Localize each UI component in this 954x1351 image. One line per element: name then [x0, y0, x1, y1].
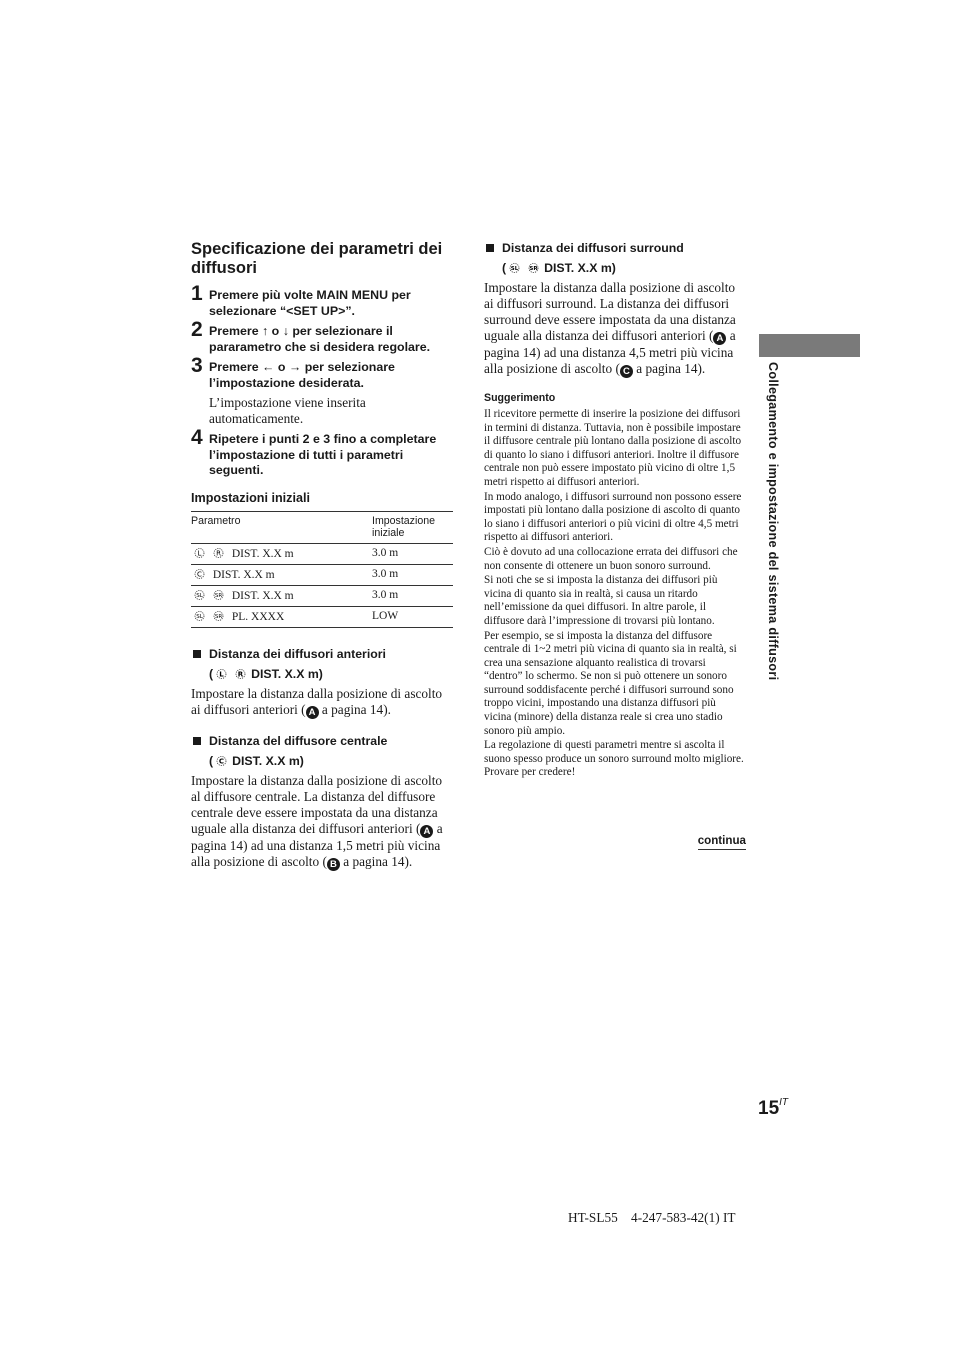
speaker-center-icon: [191, 568, 208, 580]
param-label: PL. XXXX: [231, 610, 285, 623]
chapter-tab: [759, 334, 860, 357]
svg-text:R: R: [237, 670, 244, 678]
heading-line: ( SL SR DIST. X.X m): [502, 261, 616, 275]
surround-distance-text: [484, 280, 746, 378]
text-run: a pagina 14) ad una distanza 4,5 metri più vicina alla posizione di ascolto (: [484, 328, 736, 376]
svg-text:L: L: [219, 670, 224, 678]
svg-text:SR: SR: [529, 266, 538, 273]
text-run: Impostare la distanza dalla posizione di ascolto ai diffusori surround. La distanza dei diffusori surround deve essere impostata da una distanza uguale alla distanza dei diffusori anteriori (: [484, 280, 736, 343]
tip-paragraph: Il ricevitore permette di inserire la posizione dei diffusori in termini di distanza. Tuttavia, non è possibile impostare il diffusore centrale più lontano dalla posizione di ascolto di quanto lo siano i diffusori anteriori. Inoltre il diffusore centrale non può essere impostato più vicino di oltre 1,5 metri rispetto ai diffusori anteriori.: [484, 408, 742, 488]
value-cell: 3.0 m: [372, 543, 453, 564]
step-text: Ripetere i punti 2 e 3 fino a completare l’impostazione di tutti i parametri seguenti.: [209, 432, 437, 477]
step-1: [191, 282, 453, 319]
step-4: [191, 426, 453, 479]
svg-text:R: R: [216, 549, 221, 557]
center-distance-heading: [191, 731, 453, 771]
svg-text:C: C: [197, 570, 202, 578]
table-row: [191, 606, 453, 627]
step-number: 2: [191, 318, 203, 341]
right-column: [484, 240, 746, 847]
param-label: DIST. X.X m: [212, 568, 275, 581]
surround-distance-heading: [484, 238, 746, 278]
tip-paragraph: Per esempio, se si imposta la distanza del diffusore centrale di 1~2 metri più vicina di quanto sia in realtà, si crea una sensazione alquanto realistica di trovarsi “dentro” lo schermo. Se non si può ottenere un sonoro surround soddisfacente perché i diffusori surround sono troppo vicini, impostando una distanza diffusori più vicina (minore) della distanza reale si crea uno stadio sonoro più ampio.: [484, 629, 737, 737]
value-cell: 3.0 m: [372, 564, 453, 585]
step-number: 3: [191, 354, 203, 377]
speaker-surround-left-icon: [506, 262, 523, 274]
column-header-param: Parametro: [191, 511, 372, 543]
param-label: DIST. X.X m: [231, 547, 294, 560]
chapter-side-label: Collegamento e impostazione del sistema diffusori: [766, 362, 780, 681]
svg-text:L: L: [197, 549, 202, 557]
speaker-front-right-icon: [210, 547, 227, 559]
tip-paragraph: Si noti che se si imposta la distanza dei diffusori più vicina di quanto sia in realtà, si causa un ritardo nell’emissione da quei diffusori. In altre parole, il diffusore darà l’impressione di trovarsi più lontano.: [484, 574, 718, 627]
param-label: DIST. X.X m: [231, 589, 294, 602]
speaker-front-right-icon: [232, 668, 249, 680]
footer-model-code: HT-SL55 4-247-583-42(1) IT: [568, 1210, 736, 1225]
step-number: 4: [191, 426, 203, 449]
heading-param: DIST. X.X m): [232, 753, 304, 768]
page-number-suffix: IT: [779, 1097, 789, 1108]
text-run: a pagina 14).: [339, 853, 413, 869]
center-distance-text: [191, 773, 453, 871]
speaker-surround-right-icon: [210, 610, 227, 622]
tip-paragraph: Ciò è dovuto ad una collocazione errata dei diffusori che non consente di ottenere un buon sonoro surround.: [484, 545, 738, 572]
bullet-square-icon: [193, 650, 201, 658]
front-distance-text: [191, 686, 453, 719]
ref-c-icon: C: [620, 365, 633, 378]
heading-param: DIST. X.X m): [544, 261, 616, 275]
speaker-front-left-icon: [213, 668, 230, 680]
heading-line: Distanza dei diffusori surround: [502, 241, 684, 255]
svg-text:SL: SL: [510, 266, 519, 273]
svg-text:C: C: [219, 757, 225, 765]
tip-paragraph: In modo analogo, i diffusori surround non possono essere impostati più lontano dalla posizione di ascolto di quanto lo siano i diffusori anteriori o più vicini di oltre 4,5 metri rispetto ai diffusori anteriori.: [484, 490, 742, 544]
speaker-surround-right-icon: [525, 262, 542, 274]
step-text: Premere ↑ o ↓ per selezionare il pararametro che si desidera regolare.: [209, 324, 431, 354]
step-2: [191, 318, 453, 355]
tip-paragraph: La regolazione di questi parametri mentre si ascolta il suono spesso produce un sonoro surround molto migliore. Provare per credere!: [484, 739, 744, 779]
heading-line: Distanza del diffusore centrale: [209, 733, 388, 748]
text-run: a pagina 14).: [632, 361, 706, 376]
heading-param: DIST. X.X m): [251, 666, 323, 681]
svg-text:SL: SL: [196, 613, 203, 620]
step-text: Premere più volte MAIN MENU per selezionare “<SET UP>”.: [209, 288, 411, 318]
step-3: [191, 354, 453, 427]
table-header-row: [191, 511, 453, 543]
ref-a-icon: A: [713, 332, 726, 345]
param-cell: [191, 606, 372, 627]
ref-b-icon: B: [327, 858, 340, 871]
param-cell: [191, 585, 372, 606]
value-cell: 3.0 m: [372, 585, 453, 606]
svg-text:SL: SL: [196, 592, 203, 599]
tip-title: Suggerimento: [484, 392, 556, 404]
param-cell: [191, 564, 372, 585]
heading-line: ( C DIST. X.X m): [209, 753, 304, 768]
speaker-surround-left-icon: [191, 610, 208, 622]
table-row: [191, 564, 453, 585]
heading-line: ( L R DIST. X.X m): [209, 666, 323, 681]
step-text: Premere ← o → per selezionare l’impostazione desiderata.: [209, 360, 395, 390]
page-number: [758, 1097, 788, 1120]
initial-settings-heading: Impostazioni iniziali: [191, 490, 310, 505]
ref-a-icon: A: [420, 825, 433, 838]
initial-settings-table: [191, 511, 453, 628]
step-number: 1: [191, 282, 203, 305]
svg-text:SR: SR: [214, 613, 223, 620]
front-distance-heading: [191, 644, 453, 684]
table-row: [191, 543, 453, 564]
continue-label: continua: [698, 834, 746, 850]
speaker-center-icon: [213, 755, 230, 767]
param-cell: [191, 543, 372, 564]
bullet-square-icon: [486, 244, 494, 252]
page-number-value: 15: [758, 1098, 780, 1119]
text-run: Impostare la distanza dalla posizione di ascolto al diffusore centrale. La distanza del diffusore centrale deve essere impostata da una distanza uguale alla distanza dei diffusori anteriori (: [191, 772, 443, 836]
step-note: L’impostazione viene inserita automaticamente.: [209, 395, 366, 426]
speaker-surround-right-icon: [210, 589, 227, 601]
left-column: [191, 240, 453, 871]
section-title: Specificazione dei parametri dei diffusori: [191, 240, 443, 277]
table-row: [191, 585, 453, 606]
svg-text:SR: SR: [214, 592, 223, 599]
column-header-value: Impostazione iniziale: [372, 511, 453, 543]
value-cell: LOW: [372, 606, 453, 627]
speaker-surround-left-icon: [191, 589, 208, 601]
ref-a-icon: A: [306, 706, 319, 719]
text-run: a pagina 14).: [318, 701, 391, 717]
text-run: Impostare la distanza dalla posizione di ascolto ai diffusori anteriori (: [191, 685, 443, 717]
bullet-square-icon: [193, 737, 201, 745]
heading-line: Distanza dei diffusori anteriori: [209, 646, 386, 661]
text-run: a pagina 14) ad una distanza 1,5 metri più vicina alla posizione di ascolto (: [191, 820, 443, 869]
speaker-front-left-icon: [191, 547, 208, 559]
